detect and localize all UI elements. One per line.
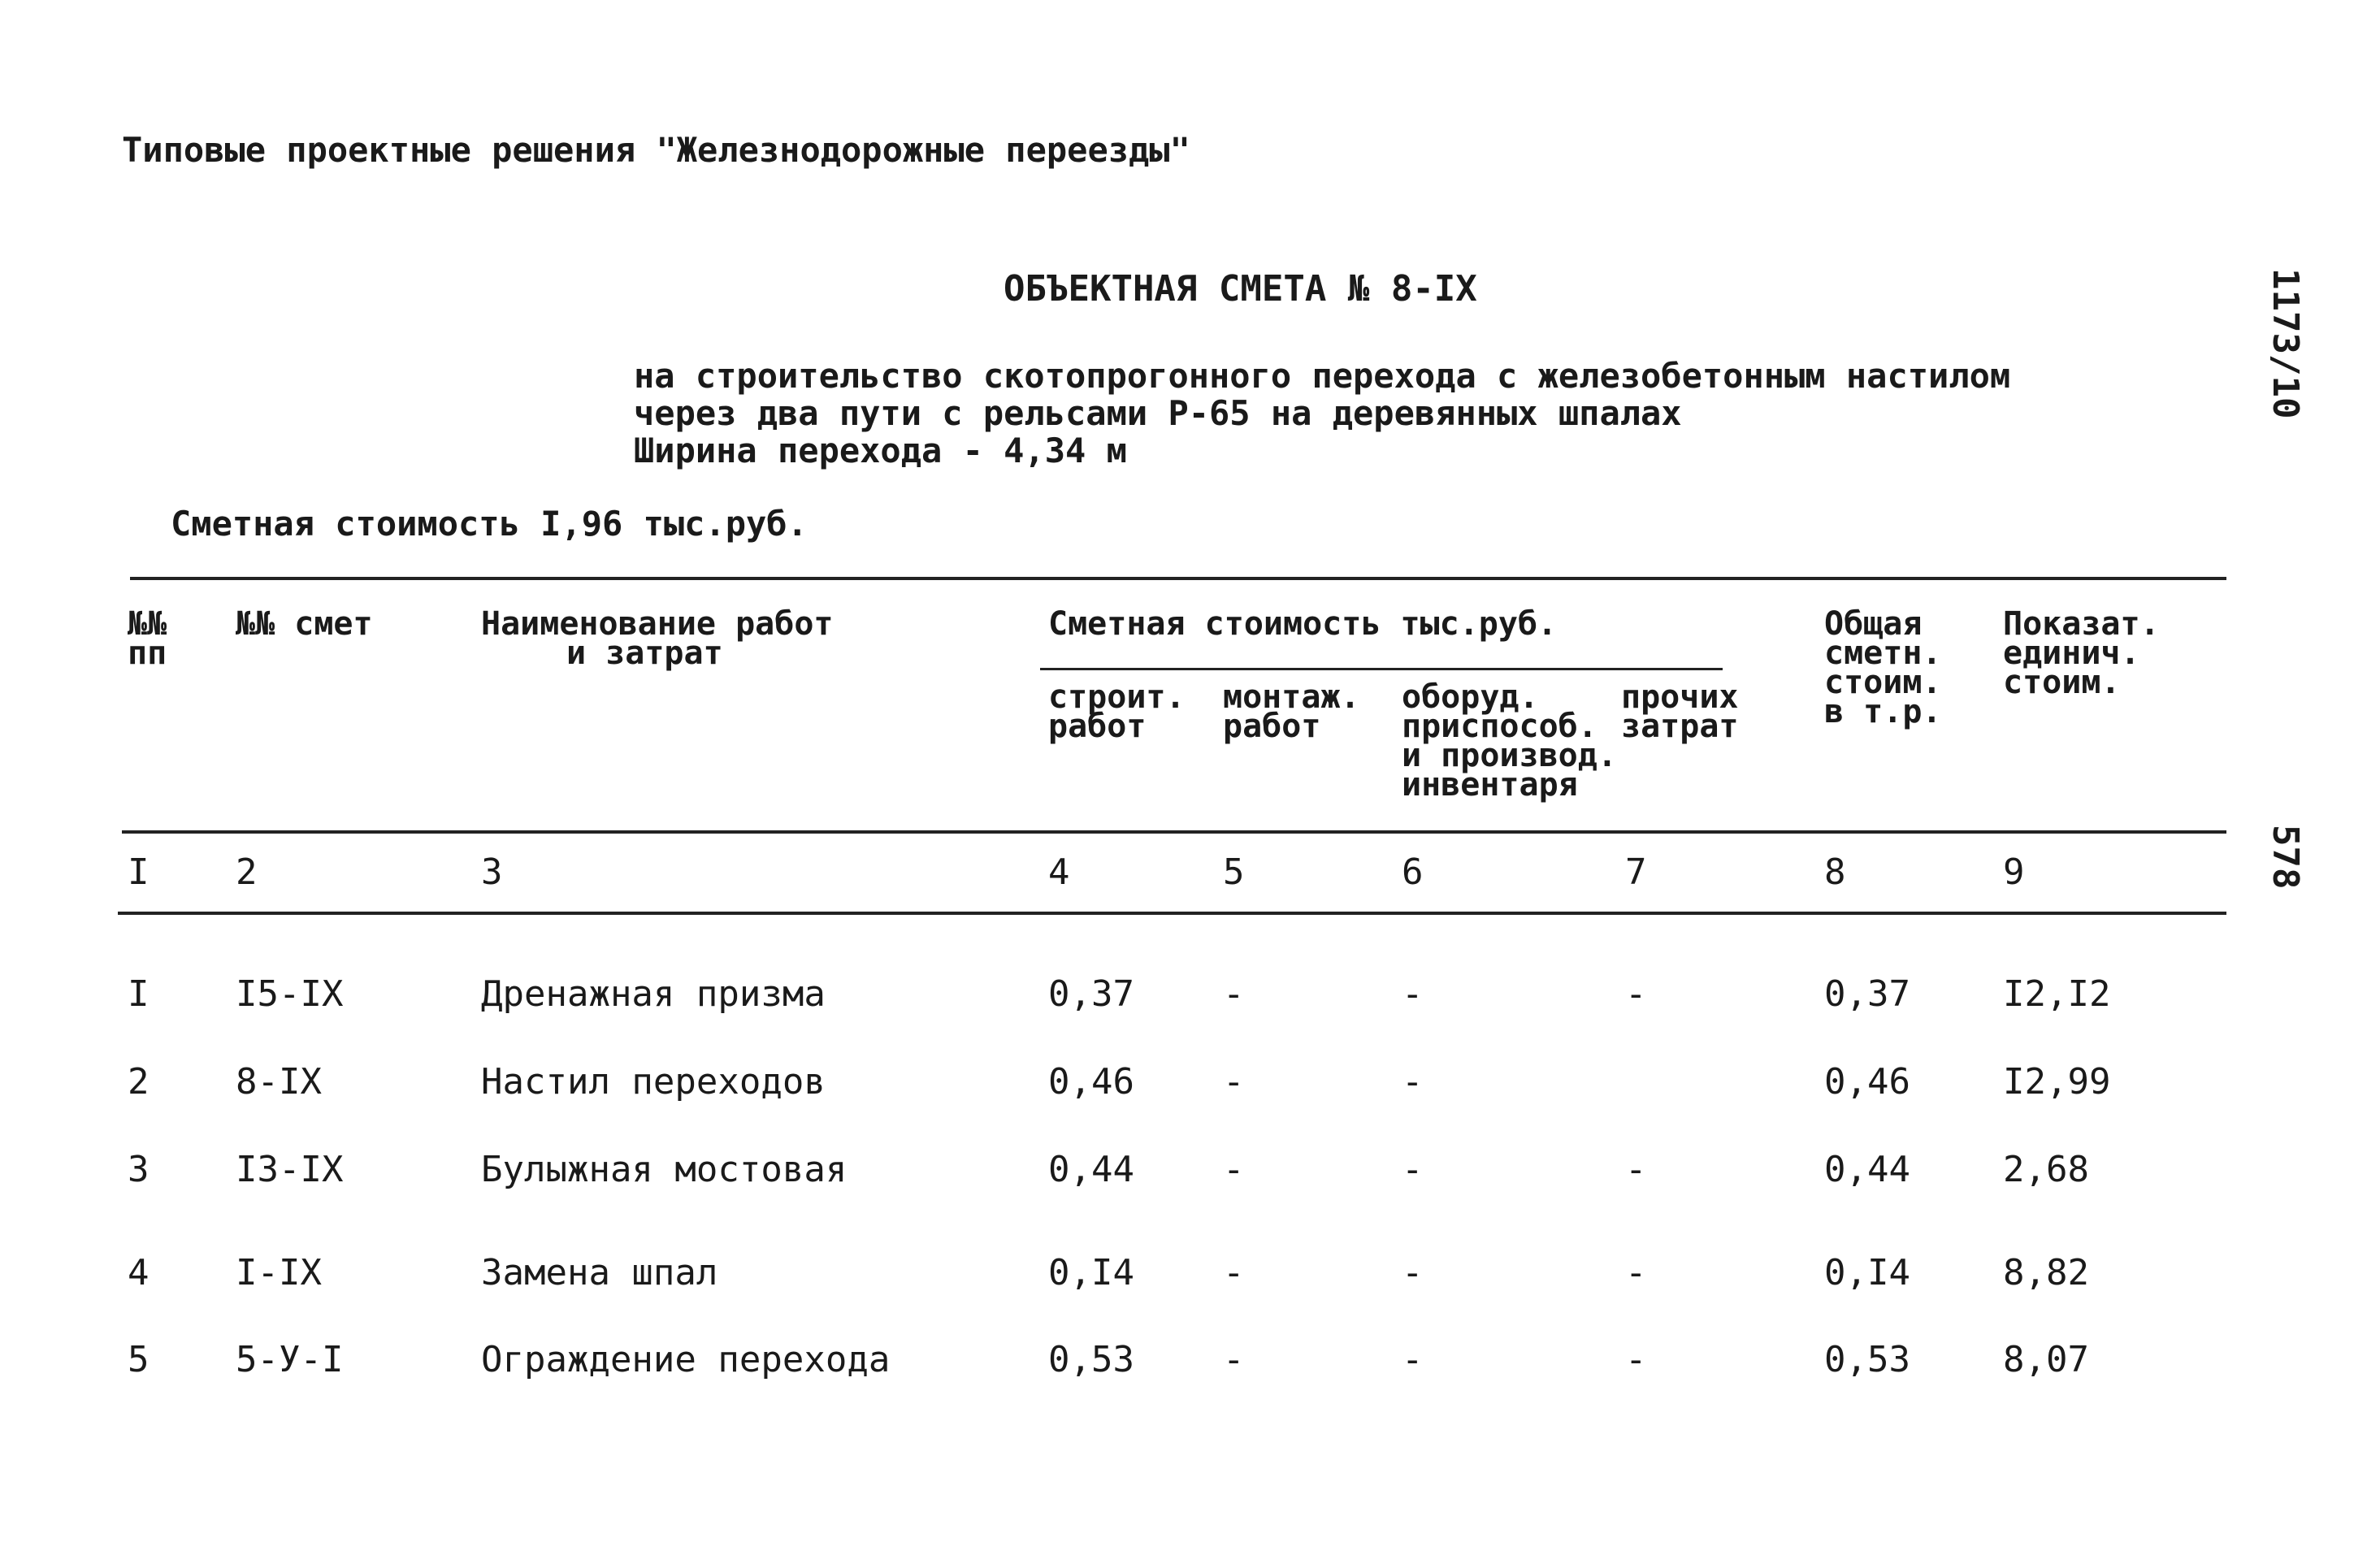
page-number: 578	[2265, 825, 2306, 890]
row-2-installation: -	[1223, 1061, 1245, 1103]
column-number: I	[128, 851, 150, 893]
row-3-estimate: I3-IX	[236, 1149, 344, 1190]
group-header-rule	[1040, 668, 1723, 670]
row-5-estimate: 5-У-I	[236, 1339, 344, 1380]
header-col-9: Показат. единич. стоим.	[2003, 605, 2160, 701]
row-1-estimate: I5-IX	[236, 973, 344, 1015]
header-col-3: Наименование работ и затрат	[481, 605, 834, 672]
row-5-name: Ограждение перехода	[481, 1339, 891, 1380]
header-col-1: №№ пп	[128, 605, 167, 672]
header-cost-group: Сметная стоимость тыс.руб.	[1048, 605, 1558, 643]
row-3-unit-cost: 2,68	[2003, 1149, 2089, 1190]
row-5-index: 5	[128, 1339, 150, 1380]
row-1-index: I	[128, 973, 150, 1015]
row-3-name: Булыжная мостовая	[481, 1149, 848, 1190]
row-1-unit-cost: I2,I2	[2003, 973, 2111, 1015]
row-5-other: -	[1625, 1339, 1647, 1380]
row-1-total: 0,37	[1824, 973, 1910, 1015]
row-2-unit-cost: I2,99	[2003, 1061, 2111, 1103]
document-header-line: Типовые проектные решения "Железнодорожные переезды"	[122, 130, 1190, 170]
row-5-construction: 0,53	[1048, 1339, 1134, 1380]
header-col-5: монтаж. работ	[1223, 678, 1360, 745]
header-col-7: прочих затрат	[1621, 678, 1739, 745]
row-2-equipment: -	[1402, 1061, 1424, 1103]
row-4-installation: -	[1223, 1252, 1245, 1293]
header-col-4: строит. работ	[1048, 678, 1186, 745]
row-4-name: Замена шпал	[481, 1252, 718, 1293]
row-5-unit-cost: 8,07	[2003, 1339, 2089, 1380]
column-number-rule	[118, 912, 2226, 915]
row-4-estimate: I-IX	[236, 1252, 322, 1293]
column-number: 6	[1402, 851, 1424, 893]
row-1-equipment: -	[1402, 973, 1424, 1015]
column-number: 9	[2003, 851, 2025, 893]
row-4-total: 0,I4	[1824, 1252, 1910, 1293]
row-1-construction: 0,37	[1048, 973, 1134, 1015]
row-1-installation: -	[1223, 973, 1245, 1015]
row-1-other: -	[1625, 973, 1647, 1015]
row-5-total: 0,53	[1824, 1339, 1910, 1380]
row-3-total: 0,44	[1824, 1149, 1910, 1190]
row-3-construction: 0,44	[1048, 1149, 1134, 1190]
header-bottom-rule	[122, 830, 2226, 834]
row-1-name: Дренажная призма	[481, 973, 826, 1015]
row-4-unit-cost: 8,82	[2003, 1252, 2089, 1293]
subtitle-line-2: через два пути с рельсами Р-65 на деревянных шпалах	[634, 393, 1682, 433]
subtitle-line-1: на строительство скотопрогонного перехода с железобетонным настилом	[634, 356, 2011, 396]
row-3-installation: -	[1223, 1149, 1245, 1190]
row-2-construction: 0,46	[1048, 1061, 1134, 1103]
row-3-equipment: -	[1402, 1149, 1424, 1190]
document-title: ОБЪЕКТНАЯ СМЕТА № 8-IX	[1004, 268, 1477, 310]
estimated-cost: Сметная стоимость I,96 тыс.руб.	[171, 504, 808, 544]
column-number: 2	[236, 851, 258, 893]
row-3-index: 3	[128, 1149, 150, 1190]
row-5-installation: -	[1223, 1339, 1245, 1380]
row-2-index: 2	[128, 1061, 150, 1103]
side-code: 1173/10	[2265, 268, 2306, 419]
row-5-equipment: -	[1402, 1339, 1424, 1380]
row-4-index: 4	[128, 1252, 150, 1293]
row-4-construction: 0,I4	[1048, 1252, 1134, 1293]
row-3-other: -	[1625, 1149, 1647, 1190]
header-col-8: Общая сметн. стоим. в т.р.	[1824, 605, 1942, 730]
table-top-rule	[130, 577, 2226, 580]
column-number: 5	[1223, 851, 1245, 893]
column-number: 3	[481, 851, 503, 893]
row-4-equipment: -	[1402, 1252, 1424, 1293]
row-2-estimate: 8-IX	[236, 1061, 322, 1103]
column-number: 8	[1824, 851, 1846, 893]
row-2-name: Настил переходов	[481, 1061, 826, 1103]
subtitle-line-3: Ширина перехода - 4,34 м	[634, 431, 1127, 470]
column-number: 7	[1625, 851, 1647, 893]
column-number: 4	[1048, 851, 1070, 893]
header-col-6: оборуд. приспособ. и производ. инвентаря	[1402, 678, 1617, 804]
header-col-2: №№ смет	[236, 605, 373, 643]
row-2-total: 0,46	[1824, 1061, 1910, 1103]
row-4-other: -	[1625, 1252, 1647, 1293]
